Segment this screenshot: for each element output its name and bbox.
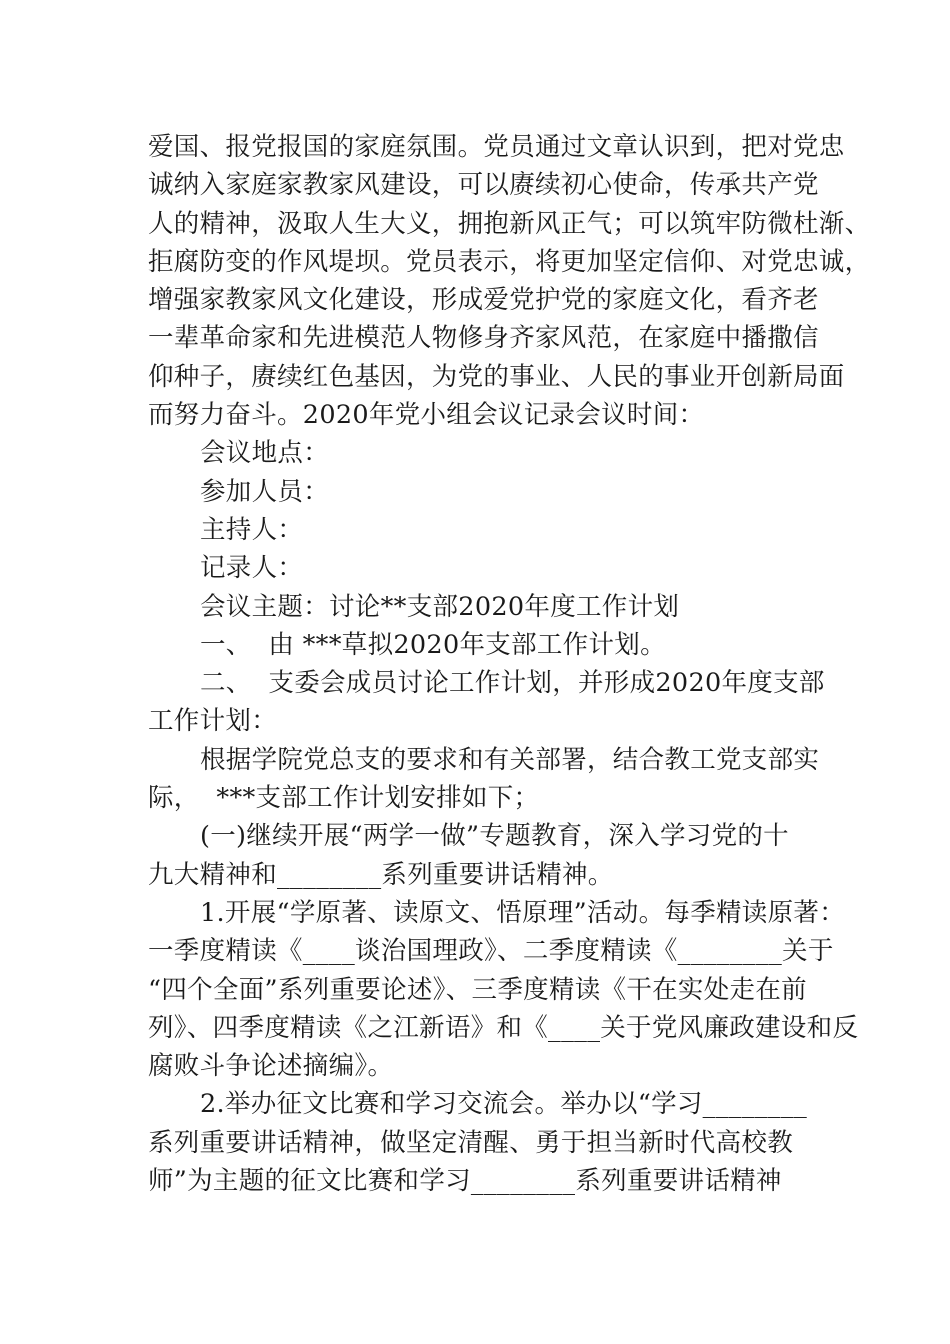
text-line: 记录人： xyxy=(200,553,304,584)
document-body xyxy=(148,128,871,1200)
text-line: 师”为主题的征文比赛和学习________系列重要讲话精神 xyxy=(148,1166,782,1197)
text-line: 工作计划： xyxy=(148,706,278,737)
text-line: 二、 支委会成员讨论工作计划，并形成2020年度支部 xyxy=(200,668,825,699)
text-line: 一季度精读《____谈治国理政》、二季度精读《________关于 xyxy=(148,936,834,967)
text-line: 1.开展“学原著、读原文、悟原理”活动。每季精读原著： xyxy=(200,897,846,928)
text-line: 列》、四季度精读《之江新语》和《____关于党风廉政建设和反 xyxy=(148,1012,859,1043)
text-line: 诚纳入家庭家教家风建设，可以赓续初心使命，传承共产党 xyxy=(148,170,819,201)
text-line: 增强家教家风文化建设，形成爱党护党的家庭文化，看齐老 xyxy=(148,285,819,316)
text-line: 仰种子，赓续红色基因，为党的事业、人民的事业开创新局面 xyxy=(148,361,845,392)
text-line: 际， ***支部工作计划安排如下； xyxy=(148,783,540,814)
text-line: 九大精神和________系列重要讲话精神。 xyxy=(148,859,614,890)
text-line: 爱国、报党报国的家庭氛围。党员通过文章认识到，把对党忠 xyxy=(148,132,845,162)
text-line: 主持人： xyxy=(200,514,304,545)
text-line: 拒腐防变的作风堤坝。党员表示，将更加坚定信仰、对党忠诚， xyxy=(148,246,871,277)
text-line: 腐败斗争论述摘编》。 xyxy=(148,1051,394,1082)
text-line: 根据学院党总支的要求和有关部署，结合教工党支部实 xyxy=(200,744,820,775)
text-line: (一)继续开展“两学一做”专题教育，深入学习党的十 xyxy=(200,821,789,852)
text-line: 会议地点： xyxy=(200,438,330,469)
text-line: 系列重要讲话精神，做坚定清醒、勇于担当新时代高校教 xyxy=(148,1127,794,1158)
text-line: 2.举办征文比赛和学习交流会。举办以“学习________ xyxy=(200,1089,808,1120)
text-line: 一、 由 ***草拟2020年支部工作计划。 xyxy=(200,629,666,660)
text-line: “四个全面”系列重要论述》、三季度精读《干在实处走在前 xyxy=(148,974,807,1005)
text-line: 人的精神，汲取人生大义，拥抱新风正气；可以筑牢防微杜渐、 xyxy=(148,208,871,239)
text-line: 而努力奋斗。2020年党小组会议记录会议时间： xyxy=(148,400,705,431)
text-line: 一辈革命家和先进模范人物修身齐家风范，在家庭中播撒信 xyxy=(148,323,819,354)
text-line: 会议主题：讨论**支部2020年度工作计划 xyxy=(200,591,680,622)
text-line: 参加人员： xyxy=(200,476,330,507)
